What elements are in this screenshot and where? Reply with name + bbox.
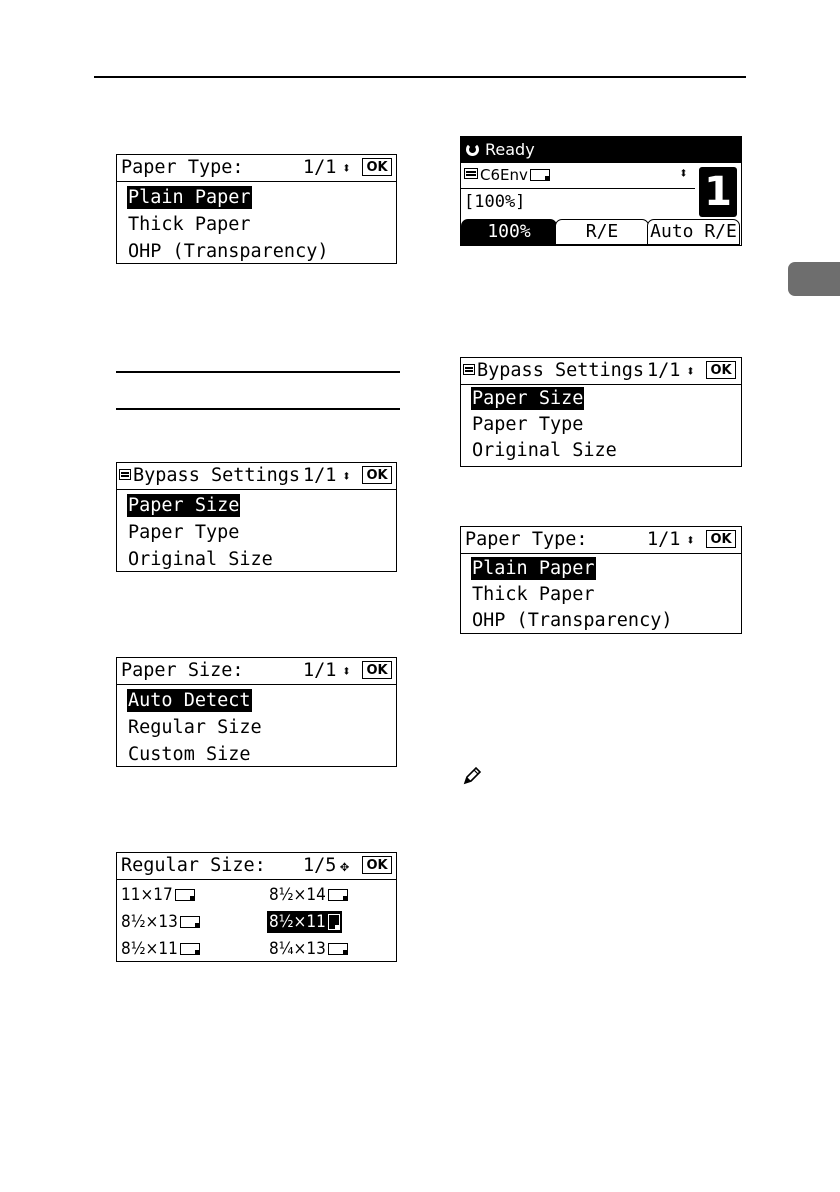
lcd-paper-type-left (116, 154, 397, 264)
ok-button[interactable]: OK (362, 661, 392, 679)
screen-title: Paper Size: (121, 660, 244, 681)
page-indicator: 1/1 (647, 529, 681, 550)
menu-item-thick-paper[interactable]: Thick Paper (128, 214, 251, 235)
menu-item-auto-detect[interactable]: Auto Detect (128, 690, 251, 711)
lcd-ready-right (460, 136, 742, 246)
softkey-auto-re[interactable]: Auto R/E (647, 219, 740, 245)
menu-item-thick-paper[interactable]: Thick Paper (472, 584, 595, 605)
page-indicator: 1/1 (647, 360, 681, 381)
menu-item-original-size[interactable]: Original Size (472, 440, 617, 461)
size-label: 8½×11 (121, 939, 178, 959)
up-down-arrows-icon[interactable]: ⬍ (679, 164, 689, 182)
menu-item-regular-size[interactable]: Regular Size (128, 717, 262, 738)
menu-item-plain-paper[interactable]: Plain Paper (128, 187, 251, 208)
size-label: 8¼×13 (269, 939, 326, 959)
pencil-note-icon (461, 765, 483, 787)
size-option-selected[interactable] (267, 911, 342, 933)
menu-item-plain-paper[interactable]: Plain Paper (472, 558, 595, 579)
lcd-header (117, 155, 396, 182)
landscape-paper-icon (328, 943, 348, 955)
up-down-arrows-icon[interactable]: ⬍ (342, 159, 352, 177)
ready-icon (466, 143, 479, 156)
size-label: 8½×14 (269, 885, 326, 905)
ok-button[interactable]: OK (706, 361, 736, 379)
lcd-header (117, 463, 396, 490)
lcd-regular-size-left (116, 852, 397, 962)
softkey-re[interactable]: R/E (555, 219, 649, 245)
menu-item-custom-size[interactable]: Custom Size (128, 744, 251, 765)
menu-item-paper-type[interactable]: Paper Type (128, 522, 240, 543)
document-icon (119, 469, 131, 480)
copy-count: 1 (699, 167, 737, 217)
size-label: 11×17 (121, 885, 173, 905)
size-option[interactable] (269, 938, 348, 960)
screen-title: Paper Type: (465, 529, 588, 550)
divider (461, 188, 695, 189)
menu-item-ohp[interactable]: OHP (Transparency) (472, 610, 673, 631)
ok-button[interactable]: OK (362, 856, 392, 874)
lcd-bypass-settings-right-frame (460, 357, 742, 467)
size-option[interactable] (121, 911, 200, 933)
landscape-paper-icon (180, 943, 200, 955)
ready-status: Ready (485, 140, 535, 159)
paper-tray-indicator (464, 164, 550, 186)
landscape-paper-icon (328, 889, 348, 901)
size-label: 8½×11 (269, 912, 326, 932)
page-indicator: 1/1 (303, 465, 337, 486)
menu-item-original-size[interactable]: Original Size (128, 549, 273, 570)
lcd-bypass-settings-left (116, 462, 397, 572)
landscape-paper-icon (530, 169, 550, 181)
portrait-paper-icon (328, 914, 340, 930)
size-option[interactable] (121, 884, 195, 906)
lcd-header (117, 853, 396, 880)
menu-item-paper-size[interactable]: Paper Size (128, 495, 240, 516)
screen-title: Paper Type: (121, 157, 244, 178)
section-rule-bottom (116, 408, 400, 410)
up-down-arrows-icon[interactable]: ⬍ (686, 531, 696, 549)
ratio-display: [100%] (464, 192, 526, 212)
up-down-arrows-icon[interactable]: ⬍ (342, 467, 352, 485)
up-down-arrows-icon[interactable]: ⬍ (686, 362, 696, 380)
lcd-header (117, 658, 396, 685)
menu-item-ohp[interactable]: OHP (Transparency) (128, 241, 329, 262)
paper-size-label: C6Env (480, 166, 528, 184)
chapter-tab-marker (788, 262, 840, 296)
title-text: Bypass Settings (477, 360, 645, 381)
menu-item-paper-type[interactable]: Paper Type (472, 414, 584, 435)
page-indicator: 1/1 (303, 660, 337, 681)
ok-button[interactable]: OK (362, 466, 392, 484)
section-rule-top (116, 371, 400, 373)
menu-item-paper-size[interactable]: Paper Size (472, 388, 584, 409)
screen-title (119, 463, 300, 489)
header-rule (94, 76, 746, 78)
size-option[interactable] (121, 938, 200, 960)
ok-button[interactable]: OK (362, 158, 392, 176)
landscape-paper-icon (180, 916, 200, 928)
ok-button[interactable]: OK (706, 530, 736, 548)
page-indicator: 1/1 (303, 157, 337, 178)
lcd-paper-type-right (460, 526, 742, 634)
softkey-bar (461, 219, 741, 245)
screen-title: Regular Size: (121, 855, 266, 876)
landscape-paper-icon (175, 889, 195, 901)
tray-icon (464, 168, 478, 179)
four-way-arrows-icon[interactable]: ✥ (340, 857, 350, 875)
title-text: Bypass Settings (133, 465, 301, 486)
up-down-arrows-icon[interactable]: ⬍ (342, 662, 352, 680)
ready-status-bar (461, 137, 741, 163)
page-indicator: 1/5 (303, 855, 337, 876)
size-option[interactable] (269, 884, 348, 906)
lcd-header (461, 527, 741, 554)
size-label: 8½×13 (121, 912, 178, 932)
lcd-paper-size-left (116, 657, 397, 767)
softkey-100-percent[interactable]: 100% (461, 219, 557, 245)
